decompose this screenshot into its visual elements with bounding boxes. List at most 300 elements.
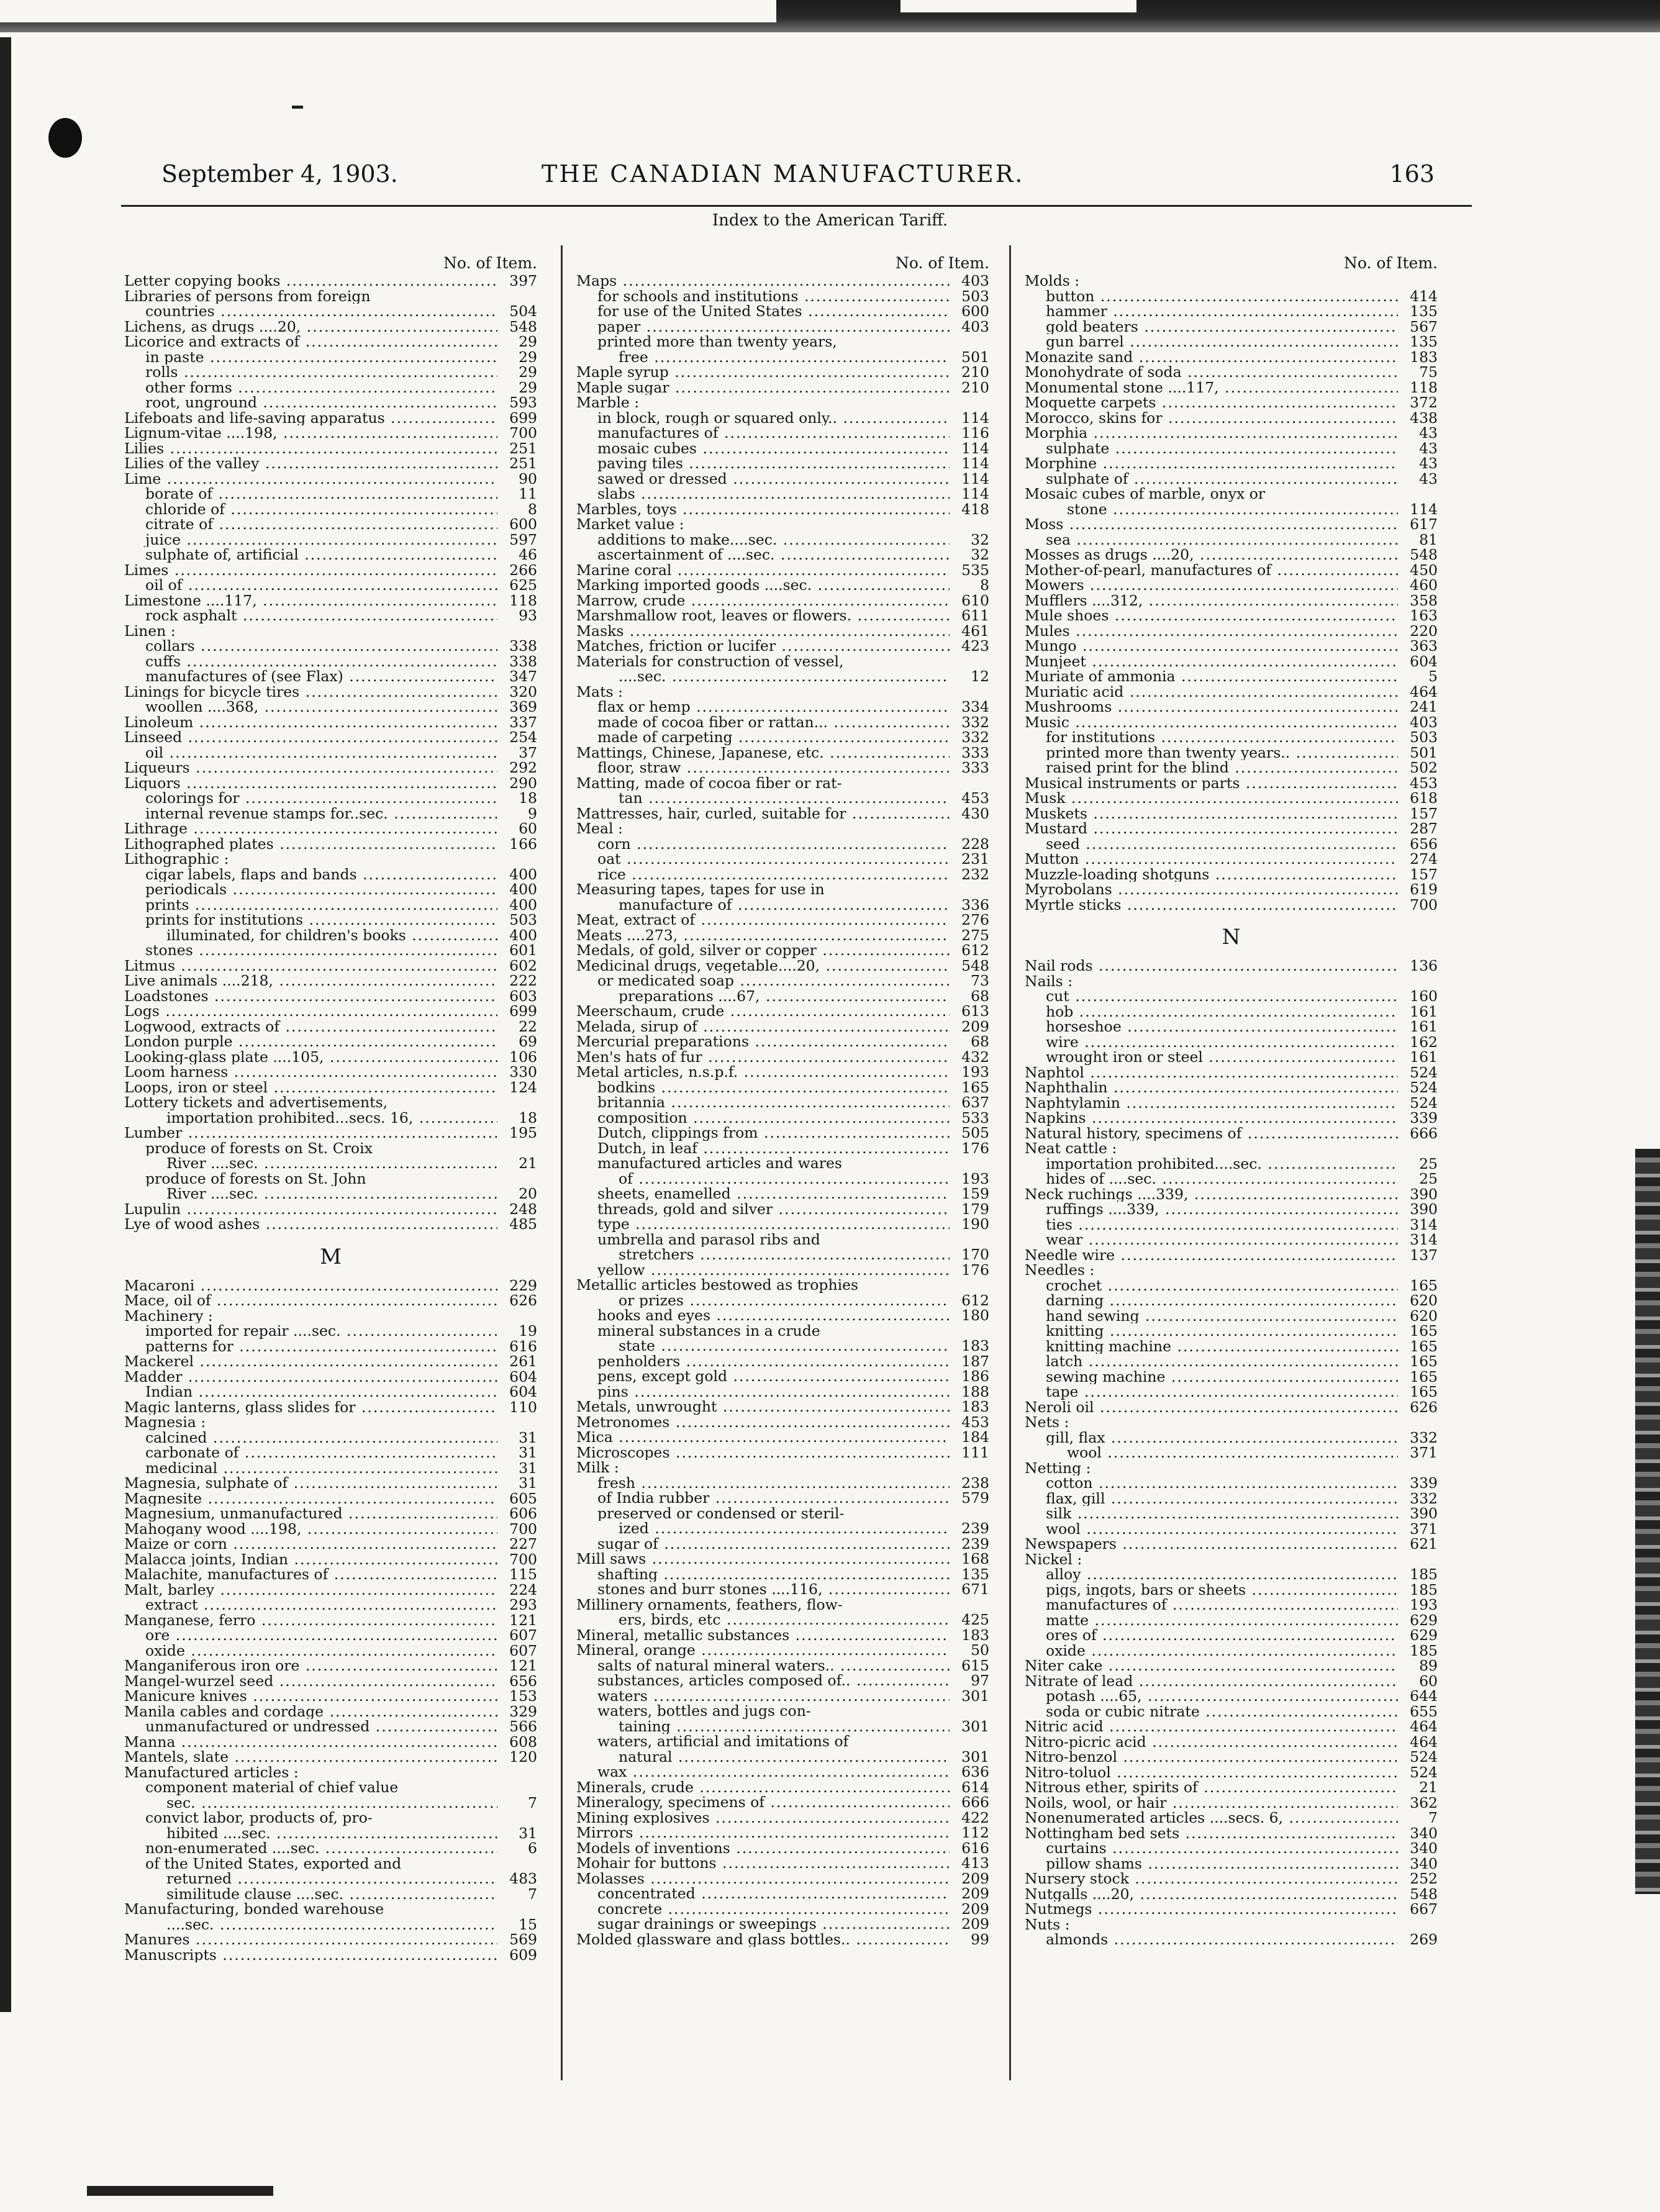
- item-number: 46: [500, 547, 537, 563]
- entry-term: Lupulin .....: [124, 1202, 497, 1217]
- item-number: 224: [500, 1582, 537, 1598]
- entry-term: preserved or condensed or steril-: [597, 1505, 845, 1521]
- entry-term: oat .....: [576, 851, 950, 867]
- ink-mark: [292, 106, 303, 109]
- entry-term: gold beaters .....: [1025, 319, 1398, 335]
- index-entry: [576, 1064, 989, 1080]
- entry-term: collars .....: [124, 638, 497, 654]
- index-entry: [576, 928, 989, 943]
- index-entry: [124, 1475, 537, 1491]
- item-number: 228: [952, 836, 989, 852]
- item-number: 166: [500, 836, 537, 852]
- entry-term: Millinery ornaments, feathers, flow-: [576, 1597, 843, 1612]
- entry-term: ruffings ....339, .....: [1025, 1202, 1398, 1217]
- item-number: 604: [500, 1369, 537, 1385]
- entry-term: calcined .....: [124, 1430, 497, 1446]
- item-number: 503: [500, 912, 537, 928]
- item-number: 358: [1400, 593, 1438, 609]
- index-entry: [1025, 273, 1438, 289]
- item-number: 179: [952, 1202, 989, 1217]
- item-number: 114: [952, 456, 989, 471]
- entry-term: paper .....: [576, 319, 950, 335]
- item-number: 333: [952, 760, 989, 776]
- item-number: 535: [952, 563, 989, 578]
- entry-term: importation prohibited...secs. 16, .....: [124, 1110, 497, 1126]
- entry-term: Monohydrate of soda .....: [1025, 365, 1398, 380]
- entry-term: pens, except gold .....: [576, 1369, 950, 1384]
- entry-term: other forms .....: [124, 380, 497, 396]
- index-entry: [576, 563, 989, 578]
- index-entry: [576, 1171, 989, 1187]
- header-rule: [121, 205, 1472, 207]
- entry-term: Myrtle sticks .....: [1025, 897, 1398, 913]
- item-number: 320: [500, 684, 537, 700]
- item-number: 616: [952, 1841, 989, 1856]
- index-entry: [1025, 1430, 1438, 1446]
- item-number: 209: [952, 1916, 989, 1932]
- entry-term: unmanufactured or undressed .....: [124, 1719, 497, 1734]
- index-entry: [576, 1186, 989, 1202]
- index-entry: [576, 410, 989, 426]
- item-number: 120: [500, 1749, 537, 1765]
- item-number: 185: [1400, 1582, 1438, 1598]
- index-entry: [124, 1567, 537, 1582]
- index-entry: [124, 989, 537, 1004]
- index-entry: [1025, 471, 1438, 487]
- item-number: 548: [1400, 547, 1438, 563]
- entry-term: Matches, friction or lucifer .....: [576, 638, 950, 654]
- item-number: 43: [1400, 471, 1438, 487]
- index-entry: [576, 1019, 989, 1035]
- page-header: [161, 160, 1435, 197]
- item-number: 332: [952, 715, 989, 730]
- entry-term: Limes .....: [124, 563, 497, 578]
- index-entry: [1025, 1826, 1438, 1841]
- entry-term: Malachite, manufactures of .....: [124, 1567, 497, 1582]
- entry-term: Marshmallow root, leaves or flowers. .....: [576, 608, 950, 623]
- entry-term: for schools and institutions .....: [576, 289, 950, 304]
- index-entry: [124, 1019, 537, 1035]
- index-entry: [1025, 1019, 1438, 1035]
- index-entry: [576, 1841, 989, 1856]
- entry-term: Mace, oil of .....: [124, 1293, 497, 1308]
- entry-term: rice .....: [576, 867, 950, 882]
- entry-term: Manna .....: [124, 1734, 497, 1750]
- index-entry: [124, 502, 537, 517]
- entry-term: paving tiles .....: [576, 456, 950, 471]
- index-entry: [124, 760, 537, 776]
- index-entry: [576, 973, 989, 989]
- index-entry: [576, 1628, 989, 1643]
- item-number: 165: [952, 1080, 989, 1095]
- entry-term: Mica .....: [576, 1430, 950, 1445]
- item-number: 184: [952, 1430, 989, 1445]
- entry-term: Manicure knives .....: [124, 1688, 497, 1704]
- index-entry: [1025, 1126, 1438, 1141]
- index-entry: [124, 425, 537, 441]
- item-number: 438: [1400, 410, 1438, 426]
- entry-term: Napkins .....: [1025, 1110, 1398, 1126]
- index-entry: [1025, 319, 1438, 335]
- item-number: 390: [1400, 1506, 1438, 1521]
- index-entry: [124, 1947, 537, 1963]
- item-number: 293: [500, 1597, 537, 1613]
- entry-term: Needle wire .....: [1025, 1248, 1398, 1263]
- item-number: 81: [1400, 532, 1438, 548]
- entry-term: Lumber .....: [124, 1125, 497, 1141]
- index-entry: [576, 1643, 989, 1658]
- item-number: 124: [500, 1080, 537, 1095]
- index-entry: [124, 1430, 537, 1446]
- item-number: 340: [1400, 1841, 1438, 1856]
- index-entry: [124, 486, 537, 502]
- entry-term: manufactures of (see Flax) .....: [124, 669, 497, 684]
- entry-term: preparations ....67, .....: [576, 989, 950, 1004]
- item-number: 135: [1400, 304, 1438, 319]
- entry-term: stretchers .....: [576, 1247, 950, 1262]
- entry-term: Lye of wood ashes .....: [124, 1217, 497, 1232]
- index-entry: [124, 791, 537, 806]
- entry-term: printed more than twenty years.. .....: [1025, 745, 1398, 761]
- entry-term: root, unground .....: [124, 395, 497, 410]
- item-number: 183: [1400, 350, 1438, 365]
- entry-term: Mahogany wood ....198, .....: [124, 1521, 497, 1537]
- index-entry: [1025, 1202, 1438, 1217]
- index-entry: [1025, 1613, 1438, 1628]
- entry-term: imported for repair ....sec. .....: [124, 1323, 497, 1339]
- index-entry: [576, 289, 989, 304]
- index-entry: [1025, 958, 1438, 974]
- entry-term: Letter copying books .....: [124, 273, 497, 289]
- entry-term: mosaic cubes .....: [576, 441, 950, 456]
- item-number: 579: [952, 1490, 989, 1506]
- item-number: 301: [952, 1749, 989, 1765]
- entry-term: Marble :: [576, 395, 640, 410]
- entry-term: oxide .....: [1025, 1643, 1398, 1659]
- entry-term: Loops, iron or steel .....: [124, 1080, 497, 1095]
- entry-term: Musical instruments or parts .....: [1025, 776, 1398, 791]
- index-entry: [576, 958, 989, 974]
- entry-term: type .....: [576, 1217, 950, 1232]
- item-number: 339: [1400, 1110, 1438, 1126]
- entry-term: Needles :: [1025, 1262, 1095, 1278]
- entry-term: Mungo .....: [1025, 638, 1398, 654]
- index-entry: [124, 684, 537, 700]
- item-number: 453: [1400, 776, 1438, 791]
- entry-term: matte .....: [1025, 1613, 1398, 1628]
- item-number: 266: [500, 563, 537, 578]
- entry-term: sawed or dressed .....: [576, 471, 950, 487]
- item-number: 18: [500, 1110, 537, 1126]
- item-number: 29: [500, 365, 537, 380]
- index-entry: [1025, 334, 1438, 350]
- item-number: 118: [1400, 380, 1438, 396]
- item-number: 524: [1400, 1095, 1438, 1111]
- index-entry: [576, 1536, 989, 1552]
- index-entry: [124, 1278, 537, 1294]
- entry-term: for institutions .....: [1025, 730, 1398, 745]
- column-header: No. of Item.: [443, 254, 537, 272]
- column-header: No. of Item.: [895, 254, 989, 272]
- item-number: 601: [500, 943, 537, 958]
- entry-term: Machinery :: [124, 1308, 213, 1323]
- entry-term: Marbles, toys .....: [576, 502, 950, 517]
- item-number: 12: [952, 669, 989, 684]
- item-number: 332: [1400, 1430, 1438, 1446]
- item-number: 252: [1400, 1871, 1438, 1887]
- item-number: 89: [1400, 1658, 1438, 1674]
- item-number: 239: [952, 1521, 989, 1536]
- index-entry: [1025, 654, 1438, 669]
- entry-term: Mushrooms .....: [1025, 699, 1398, 715]
- item-number: 32: [952, 547, 989, 563]
- index-entry: [1025, 623, 1438, 639]
- index-entry: [576, 1703, 989, 1719]
- index-entry: [124, 776, 537, 791]
- index-entry: [124, 1384, 537, 1400]
- index-entry: [576, 806, 989, 822]
- item-number: 118: [500, 593, 537, 609]
- item-number: 620: [1400, 1308, 1438, 1324]
- item-number: 43: [1400, 425, 1438, 441]
- index-entry: [576, 943, 989, 958]
- item-number: 400: [500, 928, 537, 943]
- index-entry: [1025, 608, 1438, 623]
- item-number: 548: [1400, 1887, 1438, 1902]
- index-entry: [576, 1323, 989, 1339]
- item-number: 314: [1400, 1217, 1438, 1233]
- entry-term: produce of forests on St. Croix: [145, 1140, 373, 1156]
- index-entry: [576, 1567, 989, 1582]
- index-entry: [124, 1369, 537, 1385]
- entry-term: Mowers .....: [1025, 578, 1398, 593]
- item-number: 136: [1400, 958, 1438, 974]
- item-number: 176: [952, 1262, 989, 1278]
- index-entry: [576, 1247, 989, 1262]
- scan-edge-bottom: [87, 2186, 273, 2196]
- index-entry: [576, 1749, 989, 1765]
- item-number: 614: [952, 1780, 989, 1795]
- index-entry: [576, 1688, 989, 1704]
- index-entry: [124, 1461, 537, 1476]
- entry-term: Mohair for buttons .....: [576, 1856, 950, 1871]
- entry-term: yellow .....: [576, 1262, 950, 1278]
- entry-term: cotton .....: [1025, 1475, 1398, 1491]
- index-entry: [124, 350, 537, 365]
- entry-term: London purple .....: [124, 1034, 497, 1049]
- item-number: 186: [952, 1369, 989, 1384]
- entry-term: Nutgalls ....20, .....: [1025, 1887, 1398, 1902]
- entry-term: Mangel-wurzel seed .....: [124, 1674, 497, 1689]
- item-number: 170: [952, 1247, 989, 1262]
- item-number: 362: [1400, 1795, 1438, 1811]
- index-entry: [1025, 1810, 1438, 1826]
- entry-term: Meat, extract of .....: [576, 912, 950, 928]
- item-number: 671: [952, 1582, 989, 1597]
- item-number: 301: [952, 1688, 989, 1704]
- entry-term: cut .....: [1025, 989, 1398, 1004]
- index-entry: [1025, 791, 1438, 806]
- item-number: 115: [500, 1567, 537, 1582]
- entry-term: Manganese, ferro .....: [124, 1613, 497, 1628]
- index-entry: [1025, 1339, 1438, 1354]
- entry-term: Metal articles, n.s.p.f. .....: [576, 1064, 950, 1080]
- index-entry: [576, 1141, 989, 1156]
- index-entry: [576, 1719, 989, 1734]
- entry-term: Manures .....: [124, 1932, 497, 1947]
- entry-term: manufactures of .....: [1025, 1597, 1398, 1613]
- item-number: 666: [1400, 1126, 1438, 1141]
- item-number: 667: [1400, 1902, 1438, 1917]
- entry-term: Logwood, extracts of .....: [124, 1019, 497, 1035]
- index-entry: [576, 517, 989, 532]
- index-entry: [576, 304, 989, 319]
- entry-term: or prizes .....: [576, 1293, 950, 1308]
- entry-term: ....sec. .....: [124, 1917, 497, 1933]
- entry-term: sulphate of, artificial .....: [124, 547, 497, 563]
- index-entry: [1025, 1734, 1438, 1750]
- entry-term: colorings for .....: [124, 791, 497, 806]
- index-entry: [124, 1506, 537, 1521]
- item-number: 29: [500, 380, 537, 396]
- index-entry: [576, 1810, 989, 1826]
- item-number: 97: [952, 1673, 989, 1688]
- entry-term: Linings for bicycle tires .....: [124, 684, 497, 700]
- index-entry: [124, 1536, 537, 1552]
- index-entry: [124, 1795, 537, 1811]
- entry-term: raised print for the blind .....: [1025, 760, 1398, 776]
- index-entry: [124, 593, 537, 609]
- item-number: 239: [952, 1536, 989, 1552]
- entry-term: Manganiferous iron ore .....: [124, 1658, 497, 1674]
- item-number: 655: [1400, 1704, 1438, 1720]
- entry-term: hand sewing .....: [1025, 1308, 1398, 1324]
- index-entry: [576, 350, 989, 365]
- item-number: 11: [500, 486, 537, 502]
- entry-term: ....sec. .....: [576, 669, 950, 684]
- entry-term: concrete .....: [576, 1902, 950, 1917]
- entry-term: Mackerel .....: [124, 1354, 497, 1369]
- index-entry: [1025, 486, 1438, 502]
- entry-term: Magnesium, unmanufactured .....: [124, 1506, 497, 1521]
- index-entry: [576, 365, 989, 380]
- index-entry: [124, 730, 537, 745]
- entry-term: Market value :: [576, 517, 684, 532]
- entry-term: Moss .....: [1025, 517, 1398, 532]
- index-entry: [1025, 410, 1438, 426]
- entry-term: Manila cables and cordage .....: [124, 1704, 497, 1720]
- item-number: 612: [952, 1293, 989, 1308]
- index-entry: [1025, 1841, 1438, 1856]
- entry-term: wax .....: [576, 1764, 950, 1780]
- entry-term: Mule shoes .....: [1025, 608, 1398, 623]
- entry-term: Men's hats of fur .....: [576, 1049, 950, 1065]
- entry-term: Naphtol .....: [1025, 1065, 1398, 1081]
- index-entry: [1025, 897, 1438, 913]
- index-entry: [124, 1171, 537, 1187]
- index-entry: [124, 517, 537, 532]
- item-number: 227: [500, 1536, 537, 1552]
- entry-term: tape .....: [1025, 1384, 1398, 1400]
- index-entry: [124, 623, 537, 639]
- entry-term: patterns for .....: [124, 1339, 497, 1354]
- index-entry: [1025, 1506, 1438, 1521]
- entry-term: sugar of .....: [576, 1536, 950, 1552]
- item-number: 31: [500, 1461, 537, 1476]
- item-number: 60: [500, 821, 537, 836]
- index-entry: [1025, 867, 1438, 882]
- index-entry: [124, 471, 537, 487]
- entry-term: wool .....: [1025, 1521, 1398, 1537]
- entry-term: for use of the United States .....: [576, 304, 950, 319]
- entry-term: Measuring tapes, tapes for use in: [576, 882, 825, 897]
- index-entry: [576, 882, 989, 897]
- index-column-2: [576, 253, 989, 2079]
- index-entry: [124, 1841, 537, 1856]
- item-number: 604: [500, 1384, 537, 1400]
- scan-edge-left: [0, 37, 11, 2012]
- index-entry: [124, 1917, 537, 1933]
- item-number: 50: [952, 1643, 989, 1658]
- item-number: 567: [1400, 319, 1438, 335]
- item-number: 276: [952, 912, 989, 928]
- entry-term: Mustard .....: [1025, 821, 1398, 836]
- index-entry: [576, 486, 989, 502]
- entry-term: seed .....: [1025, 836, 1398, 852]
- item-number: 604: [1400, 654, 1438, 669]
- item-number: 99: [952, 1932, 989, 1947]
- index-entry: [124, 289, 537, 304]
- item-number: 210: [952, 380, 989, 396]
- entry-term: Mattings, Chinese, Japanese, etc. .....: [576, 745, 950, 761]
- item-number: 619: [1400, 882, 1438, 897]
- item-number: 453: [952, 791, 989, 806]
- index-entry: [576, 912, 989, 928]
- index-entry: [1025, 304, 1438, 319]
- entry-term: crochet .....: [1025, 1278, 1398, 1294]
- item-number: 501: [1400, 745, 1438, 761]
- entry-term: penholders .....: [576, 1354, 950, 1369]
- item-number: 241: [1400, 699, 1438, 715]
- entry-term: woollen ....368, .....: [124, 699, 497, 715]
- entry-term: Moquette carpets .....: [1025, 395, 1398, 410]
- entry-term: extract .....: [124, 1597, 497, 1613]
- item-number: 135: [1400, 334, 1438, 350]
- item-number: 338: [500, 654, 537, 669]
- index-entry: [1025, 1765, 1438, 1780]
- index-entry: [1025, 1171, 1438, 1187]
- item-number: 524: [1400, 1765, 1438, 1780]
- entry-term: Metals, unwrought .....: [576, 1399, 950, 1415]
- index-entry: [576, 1262, 989, 1278]
- item-number: 29: [500, 334, 537, 350]
- item-number: 111: [952, 1445, 989, 1461]
- index-entry: [576, 1551, 989, 1567]
- item-number: 340: [1400, 1856, 1438, 1872]
- entry-term: Manuscripts .....: [124, 1947, 497, 1963]
- item-number: 209: [952, 1871, 989, 1887]
- entry-term: wrought iron or steel .....: [1025, 1049, 1398, 1065]
- index-entry: [576, 623, 989, 639]
- entry-term: Magnesia, sulphate of .....: [124, 1475, 497, 1491]
- index-entry: [1025, 1674, 1438, 1689]
- item-number: 25: [1400, 1171, 1438, 1187]
- item-number: 7: [500, 1795, 537, 1811]
- index-entry: [124, 1323, 537, 1339]
- entry-term: darning .....: [1025, 1293, 1398, 1308]
- item-number: 110: [500, 1400, 537, 1415]
- entry-term: additions to make....sec. .....: [576, 532, 950, 548]
